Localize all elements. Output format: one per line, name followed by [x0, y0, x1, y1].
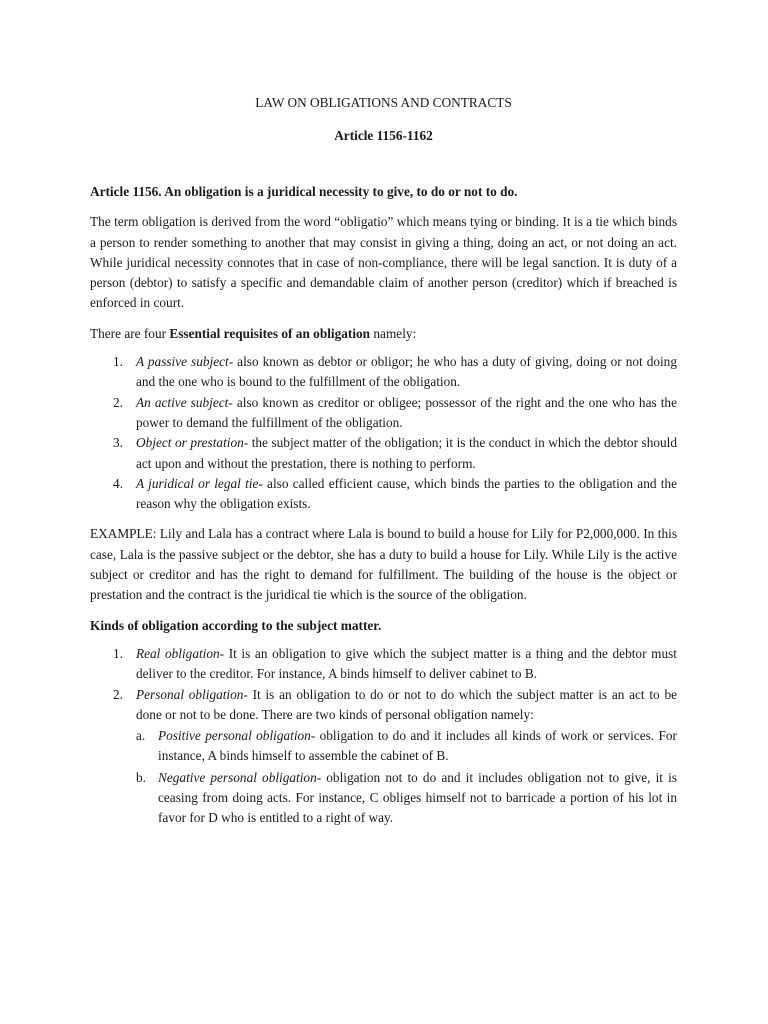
list-item	[90, 474, 677, 515]
requisites-lead-bold: Essential requisites of an obligation	[169, 325, 371, 341]
list-item	[90, 433, 677, 474]
list-term: Real obligation-	[136, 645, 225, 661]
list-number: 4.	[113, 475, 123, 491]
list-number: 2.	[113, 394, 123, 410]
sub-list-text: obligation not to do and it includes obligation not to give, it is ceasing from doing acts. For instance, C obliges himself not to barricade a portion of his lot in favor for D who is entitled to a right of way.	[158, 769, 677, 826]
sub-list-letter: a.	[136, 728, 146, 744]
requisites-lead-suffix: namely:	[370, 325, 417, 341]
sub-list-item	[136, 768, 677, 829]
list-item	[90, 685, 677, 829]
article-heading: Article 1156. An obligation is a juridical necessity to give, to do or not to do.	[90, 184, 518, 199]
document-subtitle: Article 1156-1162	[334, 128, 433, 143]
requisites-lead	[90, 324, 677, 344]
list-number: 1.	[113, 354, 123, 370]
requisites-list	[90, 352, 677, 514]
list-item	[90, 644, 677, 685]
list-number: 1.	[113, 645, 123, 661]
requisites-lead-prefix: There are four	[90, 325, 170, 341]
list-term: Object or prestation-	[136, 435, 249, 451]
list-item	[90, 352, 677, 393]
list-term: Personal obligation-	[136, 686, 248, 702]
list-text: also known as debtor or obligor; he who has a duty of giving, doing or not doing and the one who is bound to the fulfillment of the obligation.	[136, 354, 677, 390]
list-text: the subject matter of the obligation; it is the conduct in which the debtor should act upon and without the prestation, there is nothing to perform.	[136, 435, 678, 471]
kinds-heading: Kinds of obligation according to the subject matter.	[90, 617, 382, 633]
sub-list-text: obligation to do and it includes all kinds of work or services. For instance, A binds himself to assemble the cabinet of B.	[158, 728, 677, 764]
sub-list-term: Positive personal obligation-	[158, 728, 316, 744]
list-text: It is an obligation to do or not to do which the subject matter is an act to be done or not to be done. There are two kinds of personal obligation namely:	[136, 686, 677, 722]
personal-kinds-list	[136, 726, 677, 828]
document-title: LAW ON OBLIGATIONS AND CONTRACTS	[255, 95, 512, 110]
list-term: A juridical or legal tie-	[136, 475, 263, 491]
example-paragraph: EXAMPLE: Lily and Lala has a contract where Lala is bound to build a house for Lily for P2,000,000. In this case, Lala is the passive subject or the debtor, she has a duty to build a house for Lily. While Lily is the active subject or creditor and has the right to demand for fulfillment. The building of the house is the object or prestation and the contract is the juridical tie which is the source of the obligation.	[90, 526, 677, 603]
sub-list-item	[136, 726, 677, 767]
sub-list-letter: b.	[136, 769, 146, 785]
list-text: It is an obligation to give which the subject matter is a thing and the debtor must deliver to the creditor. For instance, A binds himself to deliver cabinet to B.	[136, 645, 677, 682]
intro-paragraph: The term obligation is derived from the word “obligatio” which means tying or binding. It is a tie which binds a person to render something to another that may consist in giving a thing, doing an act, or not doing an act. While juridical necessity connotes that in case of non-compliance, there will be legal sanction. It is duty of a person (debtor) to satisfy a specific and demandable claim of another person (creditor) which if breached is enforced in court.	[90, 214, 677, 311]
list-text: also known as creditor or obligee; possessor of the right and the one who has the power to demand the fulfillment of the obligation.	[136, 394, 677, 430]
list-term: An active subject-	[136, 394, 233, 410]
list-text: also called efficient cause, which binds the parties to the obligation and the reason why the obligation exists.	[136, 475, 678, 512]
kinds-list	[90, 644, 677, 829]
list-number: 2.	[113, 686, 123, 702]
list-number: 3.	[113, 435, 123, 451]
list-item	[90, 393, 677, 434]
list-term: A passive subject-	[136, 354, 234, 370]
sub-list-term: Negative personal obligation-	[158, 769, 322, 785]
